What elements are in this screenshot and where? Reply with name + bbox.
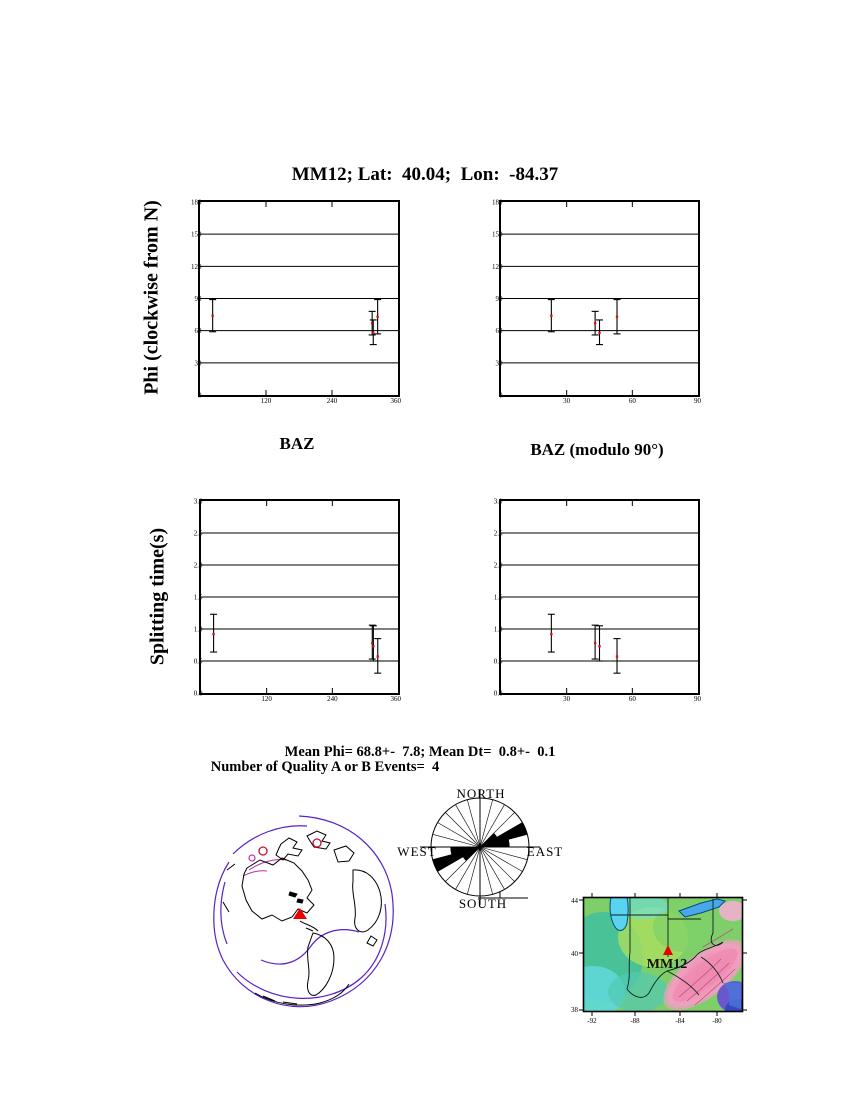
data-point-marker bbox=[377, 655, 379, 657]
baz-axis-label: BAZ bbox=[279, 434, 315, 453]
plot-phi-vs-baz bbox=[191, 198, 401, 405]
event-count-line: Number of Quality A or B Events= 4 bbox=[210, 759, 440, 775]
map-lon-tick: -92 bbox=[587, 1017, 597, 1025]
y-tick-label: 180 bbox=[191, 198, 202, 207]
plot-dt-vs-baz-mod90 bbox=[493, 497, 701, 703]
y-tick-label: 2.5 bbox=[493, 529, 503, 538]
y-tick-label: 1.0 bbox=[493, 625, 503, 634]
data-point-marker bbox=[550, 633, 552, 635]
map-lat-tick: 44 bbox=[571, 897, 578, 905]
x-tick-label: 60 bbox=[628, 397, 636, 405]
data-point-marker bbox=[376, 316, 378, 318]
y-tick-label: 60 bbox=[194, 327, 202, 336]
y-tick-label: 30 bbox=[194, 359, 202, 368]
rose-label-south: SOUTH bbox=[458, 896, 508, 911]
data-point-marker bbox=[598, 332, 600, 334]
x-tick-label: 360 bbox=[390, 695, 401, 703]
baz-mod90-axis-label: BAZ (modulo 90°) bbox=[530, 440, 664, 459]
event-circle bbox=[249, 855, 255, 861]
y-tick-label: 0 bbox=[198, 391, 202, 400]
x-tick-label: 90 bbox=[694, 397, 701, 405]
data-point-marker bbox=[616, 655, 618, 657]
data-point-marker bbox=[372, 645, 374, 647]
map-lat-tick: 40 bbox=[571, 950, 578, 958]
y-tick-label: 2.0 bbox=[193, 561, 203, 570]
x-tick-label: 120 bbox=[261, 695, 272, 703]
data-point-marker bbox=[594, 322, 596, 324]
y-tick-label: 1.5 bbox=[493, 593, 503, 602]
y-tick-label: 0.0 bbox=[493, 689, 503, 698]
y-tick-label: 150 bbox=[492, 230, 503, 239]
error-bar bbox=[596, 626, 603, 661]
y-tick-label: 3.0 bbox=[493, 497, 503, 506]
x-tick-label: 30 bbox=[563, 695, 571, 703]
data-point-marker bbox=[598, 645, 600, 647]
map-lon-tick: -88 bbox=[630, 1017, 640, 1025]
y-tick-label: 90 bbox=[495, 295, 503, 303]
x-tick-label: 360 bbox=[390, 397, 401, 405]
y-tick-label: 1.0 bbox=[193, 625, 203, 634]
x-tick-label: 240 bbox=[327, 695, 338, 703]
y-tick-label: 30 bbox=[495, 359, 503, 368]
plot-dt-vs-baz bbox=[193, 497, 401, 703]
y-tick-label: 0.5 bbox=[193, 657, 203, 666]
splitting-time-axis-label: Splitting time(s) bbox=[146, 527, 169, 666]
y-tick-label: 150 bbox=[191, 230, 202, 239]
x-tick-label: 120 bbox=[260, 397, 272, 405]
y-tick-label: 180 bbox=[492, 198, 503, 207]
data-point-marker bbox=[550, 314, 552, 316]
data-point-marker bbox=[372, 332, 374, 334]
data-point-marker bbox=[211, 314, 213, 316]
rose-label-west: WEST bbox=[397, 844, 437, 859]
y-tick-label: 60 bbox=[495, 327, 503, 336]
event-circle bbox=[313, 839, 321, 847]
map-lat-tick: 38 bbox=[571, 1006, 578, 1014]
y-tick-label: 0 bbox=[499, 391, 503, 400]
y-tick-label: 3.0 bbox=[193, 497, 203, 506]
y-tick-label: 90 bbox=[194, 295, 202, 303]
y-tick-label: 0.5 bbox=[493, 657, 503, 666]
globe-map bbox=[203, 812, 403, 1010]
y-tick-label: 0.0 bbox=[193, 689, 203, 698]
map-lon-tick: -84 bbox=[675, 1017, 685, 1025]
phi-axis-label: Phi (clockwise from N) bbox=[140, 200, 163, 395]
event-circle bbox=[259, 847, 267, 855]
y-tick-label: 2.0 bbox=[493, 561, 503, 570]
map-station-label: MM12 bbox=[646, 957, 688, 972]
x-tick-label: 90 bbox=[694, 695, 701, 703]
plot-phi-vs-baz-mod90 bbox=[492, 198, 701, 405]
page-title: MM12; Lat: 40.04; Lon: -84.37 bbox=[291, 164, 559, 185]
y-tick-label: 2.5 bbox=[193, 529, 203, 538]
data-point-marker bbox=[212, 633, 214, 635]
x-tick-label: 60 bbox=[628, 695, 636, 703]
map-lon-tick: -80 bbox=[712, 1017, 722, 1025]
y-tick-label: 120 bbox=[492, 262, 503, 271]
topo-map bbox=[571, 897, 743, 1025]
error-bar bbox=[370, 626, 377, 661]
rose-label-north: NORTH bbox=[456, 786, 506, 801]
data-point-marker bbox=[616, 316, 618, 318]
mean-stats-line: Mean Phi= 68.8+- 7.8; Mean Dt= 0.8+- 0.1 bbox=[284, 744, 556, 760]
x-tick-label: 240 bbox=[326, 397, 338, 405]
data-point-marker bbox=[594, 642, 596, 644]
y-tick-label: 120 bbox=[191, 262, 202, 271]
y-tick-label: 1.5 bbox=[193, 593, 203, 602]
rose-label-east: EAST bbox=[526, 844, 564, 859]
x-tick-label: 30 bbox=[563, 397, 571, 405]
